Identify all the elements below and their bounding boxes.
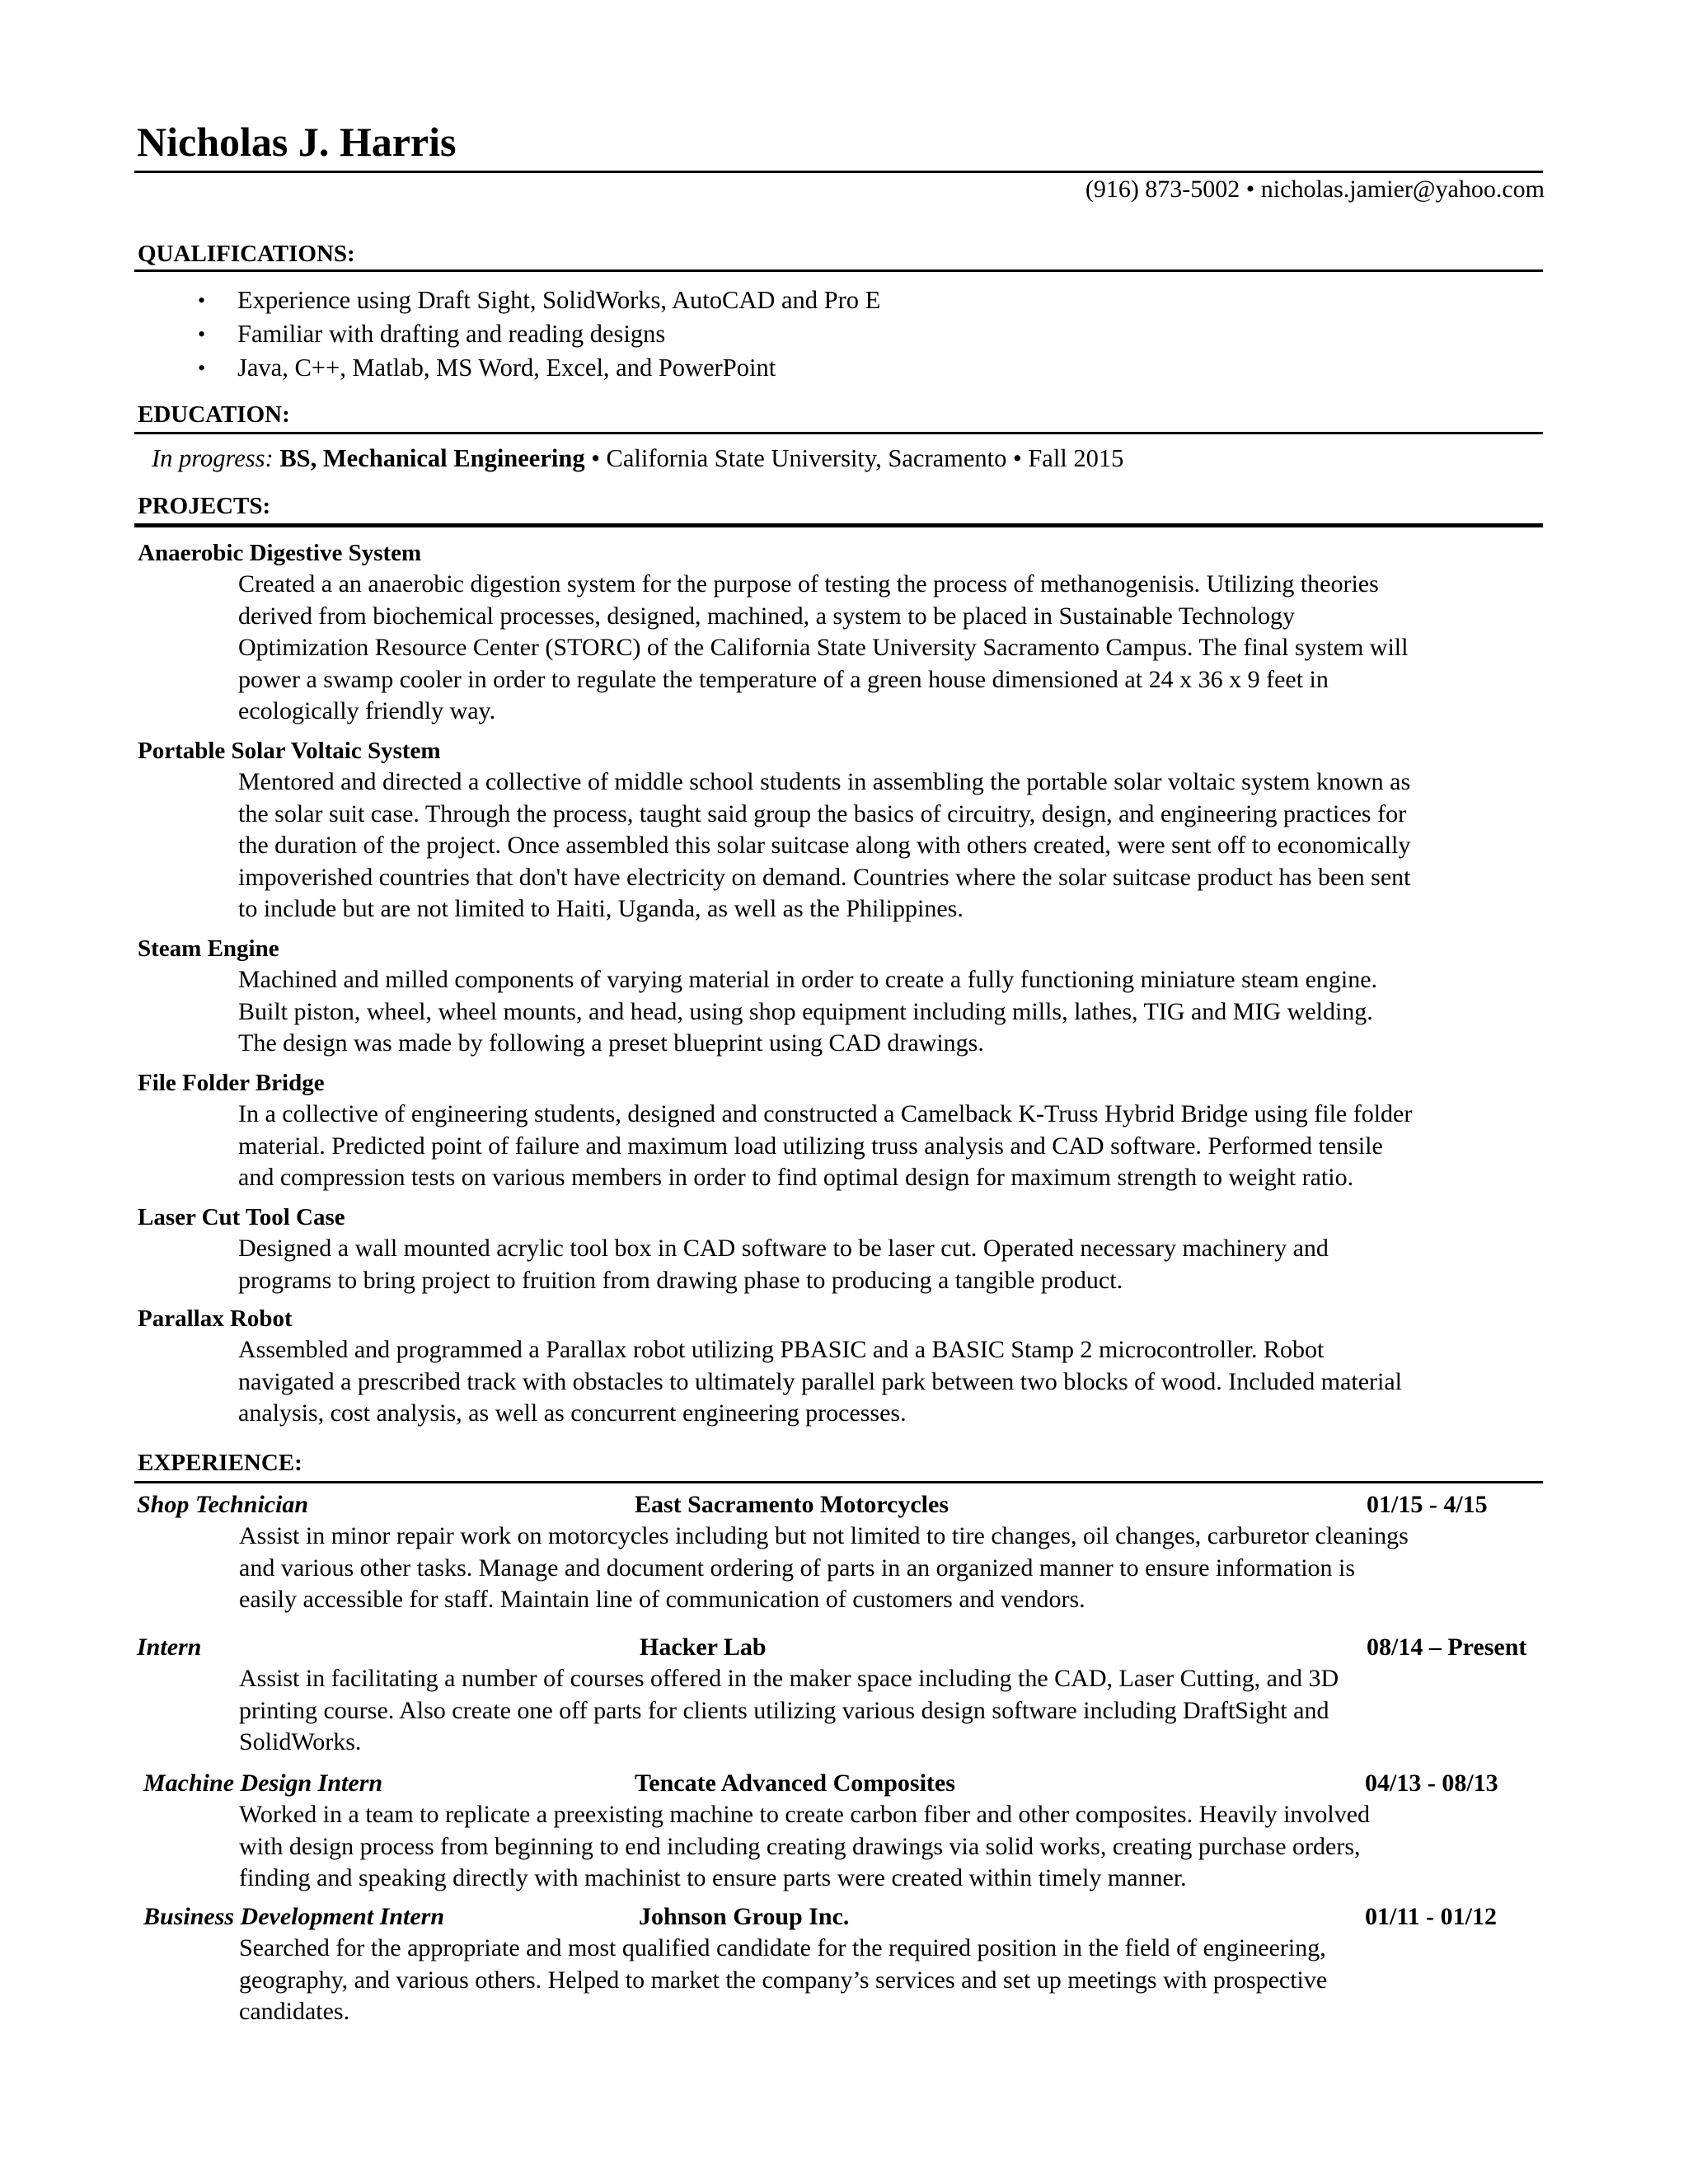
job-dates: 01/11 - 01/12 xyxy=(1365,1903,1498,1930)
project-title: Laser Cut Tool Case xyxy=(138,1204,345,1230)
projects-divider xyxy=(134,523,1543,527)
project-description: Mentored and directed a collective of middle school students in assembling the portable solar voltaic system known as the solar suit case. Through the process, taught said group the basics of circuitry, design, and engineering practices for the duration of the project. Once assembled this solar suitcase along with others created, were sent off to economically impoverished countries that don't have electricity on demand. Countries where the solar suitcase product has been sent to include but are not limited to Haiti, Uganda, as well as the Philippines. xyxy=(238,768,1411,922)
job-entry xyxy=(0,1901,1688,2028)
qualifications-divider xyxy=(134,269,1543,272)
job-description: Searched for the appropriate and most qualified candidate for the required position in the field of engineering, geography, and various others. Helped to market the company’s services and set up meetings with prospective candidates. xyxy=(239,1934,1328,2025)
job-organization: East Sacramento Motorcycles xyxy=(635,1491,950,1518)
project-description: Designed a wall mounted acrylic tool box in CAD software to be laser cut. Operated necessary machinery and programs to bring project to fruition from drawing phase to producing a tangible product. xyxy=(238,1235,1329,1294)
project-title: Anaerobic Digestive System xyxy=(138,540,422,566)
job-dates: 01/15 - 4/15 xyxy=(1367,1491,1488,1518)
candidate-name: Nicholas J. Harris xyxy=(137,119,457,165)
project-entry xyxy=(138,934,1547,1060)
project-entry xyxy=(138,1068,1547,1194)
experience-divider xyxy=(134,1481,1543,1483)
education-details: • California State University, Sacramento • Fall 2015 xyxy=(584,444,1124,472)
job-title: Machine Design Intern xyxy=(143,1769,383,1797)
education-entry xyxy=(152,442,1123,475)
job-dates: 08/14 – Present xyxy=(1367,1633,1527,1661)
education-degree: BS, Mechanical Engineering xyxy=(279,444,585,472)
job-entry xyxy=(0,1489,1688,1616)
bullet-icon: • xyxy=(198,322,206,346)
project-title: Parallax Robot xyxy=(138,1305,293,1332)
project-entry xyxy=(138,1202,1547,1296)
job-title: Intern xyxy=(137,1633,202,1661)
project-title: Portable Solar Voltaic System xyxy=(138,738,441,764)
education-heading: EDUCATION: xyxy=(138,401,290,428)
job-description: Assist in minor repair work on motorcycles including but not limited to tire changes, oil changes, carburetor cleanings and various other tasks. Manage and document ordering of parts in an organized manner to ensure information is easily accessible for staff. Maintain line of communication of customers and vendors. xyxy=(239,1522,1409,1613)
job-organization: Hacker Lab xyxy=(640,1633,767,1661)
bullet-icon: • xyxy=(198,288,206,312)
qualification-item: • Familiar with drafting and reading designs xyxy=(198,317,880,351)
job-organization: Tencate Advanced Composites xyxy=(635,1769,955,1797)
experience-heading: EXPERIENCE: xyxy=(138,1450,302,1476)
job-title: Business Development Intern xyxy=(143,1903,445,1930)
contact-line: (916) 873-5002 • nicholas.jamier@yahoo.com xyxy=(1085,176,1545,203)
projects-heading: PROJECTS: xyxy=(138,493,271,519)
project-entry xyxy=(138,1304,1547,1430)
job-dates: 04/13 - 08/13 xyxy=(1365,1769,1498,1797)
qualification-item: • Experience using Draft Sight, SolidWorks, AutoCAD and Pro E xyxy=(198,284,880,317)
project-entry xyxy=(138,736,1547,926)
qualifications-heading: QUALIFICATIONS: xyxy=(138,241,355,267)
project-title: File Folder Bridge xyxy=(138,1070,325,1096)
project-description: In a collective of engineering students, designed and constructed a Camelback K-Truss Hybrid Bridge using file folder material. Predicted point of failure and maximum load utilizing truss analysis and CAD software. Performed tensile and compression tests on various members in order to find optimal design for maximum strength to weight ratio. xyxy=(238,1100,1413,1191)
header-divider xyxy=(134,171,1543,173)
qualifications-list xyxy=(198,284,880,385)
project-title: Steam Engine xyxy=(138,935,279,962)
education-status: In progress: xyxy=(152,444,274,472)
job-title: Shop Technician xyxy=(137,1491,309,1518)
job-description: Assist in facilitating a number of courses offered in the maker space including the CAD, Laser Cutting, and 3D printing course. Also create one off parts for clients utilizing various design software including DraftSight and SolidWorks. xyxy=(239,1665,1339,1755)
job-organization: Johnson Group Inc. xyxy=(639,1903,850,1930)
project-description: Assembled and programmed a Parallax robot utilizing PBASIC and a BASIC Stamp 2 microcontroller. Robot navigated a prescribed track with obstacles to ultimately parallel park between two blocks of wood. Included material analysis, cost analysis, as well as concurrent engineering processes. xyxy=(238,1336,1403,1427)
project-entry xyxy=(138,538,1547,728)
project-description: Machined and milled components of varying material in order to create a fully functioning miniature steam engine. Built piston, wheel, wheel mounts, and head, using shop equipment including mills, lathes, TIG and MIG welding. The design was made by following a preset blueprint using CAD drawings. xyxy=(238,966,1378,1057)
qualification-item: • Java, C++, Matlab, MS Word, Excel, and PowerPoint xyxy=(198,351,880,385)
project-description: Created a an anaerobic digestion system for the purpose of testing the process of methanogenisis. Utilizing theories derived from biochemical processes, designed, machined, a system to be placed in Sustainable Technology Optimization Resource Center (STORC) of the California State University Sacramento Campus. The final system will power a swamp cooler in order to regulate the temperature of a green house dimensioned at 24 x 36 x 9 feet in ecologically friendly way. xyxy=(238,570,1409,724)
job-description: Worked in a team to replicate a preexisting machine to create carbon fiber and other composites. Heavily involved with design process from beginning to end including creating drawings via solid works, creating purchase orders, finding and speaking directly with machinist to ensure parts were created within timely manner. xyxy=(239,1801,1371,1891)
job-entry xyxy=(0,1632,1688,1759)
job-entry xyxy=(0,1768,1688,1895)
education-divider xyxy=(134,432,1543,434)
bullet-icon: • xyxy=(198,356,206,380)
